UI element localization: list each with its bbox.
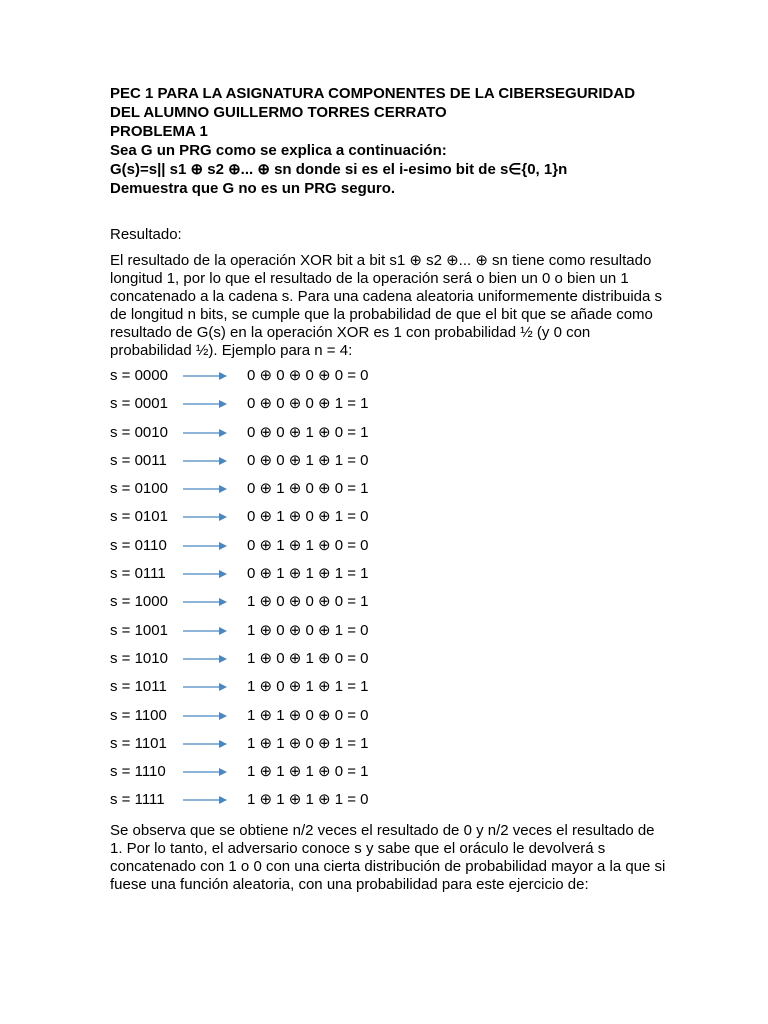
s-value: s = 1101 bbox=[110, 734, 167, 752]
xor-table bbox=[110, 367, 670, 820]
table-row bbox=[110, 650, 670, 678]
result-paragraph: El resultado de la operación XOR bit a bit s1 ⊕ s2 ⊕... ⊕ sn tiene como resultado longitud 1, por lo que el resultado de la operación será o bien un 0 o bien un 1 concatenado a la cadena s. Para una cadena aleatoria uniformemente distribuida s de longitud n bits, se cumple que la probabilidad de que el bit que se añade como resultado de G(s) en la operación XOR es 1 con probabilidad ½ (y 0 con probabilidad ½). Ejemplo para n = 4: bbox=[110, 252, 663, 359]
xor-expression: 1 ⊕ 0 ⊕ 1 ⊕ 1 = 1 bbox=[247, 678, 369, 696]
s-value: s = 0101 bbox=[110, 508, 168, 526]
table-row bbox=[110, 735, 670, 763]
s-value: s = 1111 bbox=[110, 791, 165, 809]
right-arrow-icon bbox=[182, 427, 228, 439]
table-row bbox=[110, 565, 670, 593]
s-value: s = 0010 bbox=[110, 423, 168, 441]
table-row bbox=[110, 593, 670, 621]
table-row bbox=[110, 480, 670, 508]
table-row bbox=[110, 537, 670, 565]
right-arrow-icon bbox=[182, 794, 228, 806]
s-value: s = 1011 bbox=[110, 678, 167, 696]
right-arrow-icon bbox=[182, 766, 228, 778]
s-value: s = 1110 bbox=[110, 763, 166, 781]
xor-expression: 0 ⊕ 1 ⊕ 0 ⊕ 1 = 0 bbox=[247, 508, 369, 526]
table-row bbox=[110, 395, 670, 423]
right-arrow-icon bbox=[182, 540, 228, 552]
result-conclusion: Se observa que se obtiene n/2 veces el resultado de 0 y n/2 veces el resultado de 1. Por lo tanto, el adversario conoce s y sabe que el oráculo le devolverá s concatenado con 1 o 0 con una cierta distribución de probabilidad mayor a la que si fuese una función aleatoria, con una probabilidad para este ejercicio de: bbox=[110, 821, 666, 893]
table-row bbox=[110, 367, 670, 395]
s-value: s = 0110 bbox=[110, 536, 167, 554]
xor-expression: 0 ⊕ 0 ⊕ 1 ⊕ 0 = 1 bbox=[247, 423, 369, 441]
right-arrow-icon bbox=[182, 681, 228, 693]
s-value: s = 0100 bbox=[110, 480, 168, 498]
s-value: s = 1010 bbox=[110, 649, 168, 667]
xor-expression: 0 ⊕ 0 ⊕ 0 ⊕ 1 = 1 bbox=[247, 395, 369, 413]
xor-expression: 1 ⊕ 1 ⊕ 1 ⊕ 0 = 1 bbox=[247, 763, 369, 781]
right-arrow-icon bbox=[182, 370, 228, 382]
s-value: s = 0111 bbox=[110, 565, 166, 583]
table-row bbox=[110, 452, 670, 480]
s-value: s = 0001 bbox=[110, 395, 168, 413]
header-line-1: PEC 1 PARA LA ASIGNATURA COMPONENTES DE LA CIBERSEGURIDAD bbox=[110, 85, 636, 102]
s-value: s = 1000 bbox=[110, 593, 168, 611]
problem-statement: Sea G un PRG como se explica a continuación: bbox=[110, 142, 447, 159]
right-arrow-icon bbox=[182, 596, 228, 608]
right-arrow-icon bbox=[182, 738, 228, 750]
problem-task: Demuestra que G no es un PRG seguro. bbox=[110, 180, 396, 197]
header-line-2: DEL ALUMNO GUILLERMO TORRES CERRATO bbox=[110, 104, 447, 121]
right-arrow-icon bbox=[182, 398, 228, 410]
problem-title: PROBLEMA 1 bbox=[110, 123, 208, 140]
right-arrow-icon bbox=[182, 625, 228, 637]
right-arrow-icon bbox=[182, 568, 228, 580]
table-row bbox=[110, 707, 670, 735]
xor-expression: 1 ⊕ 0 ⊕ 0 ⊕ 1 = 0 bbox=[247, 621, 369, 639]
right-arrow-icon bbox=[182, 653, 228, 665]
xor-expression: 0 ⊕ 1 ⊕ 0 ⊕ 0 = 1 bbox=[247, 480, 369, 498]
xor-expression: 0 ⊕ 0 ⊕ 0 ⊕ 0 = 0 bbox=[247, 367, 369, 384]
xor-expression: 1 ⊕ 1 ⊕ 1 ⊕ 1 = 0 bbox=[247, 791, 369, 809]
xor-expression: 1 ⊕ 1 ⊕ 0 ⊕ 1 = 1 bbox=[247, 734, 369, 752]
xor-expression: 0 ⊕ 0 ⊕ 1 ⊕ 1 = 0 bbox=[247, 451, 369, 469]
right-arrow-icon bbox=[182, 483, 228, 495]
result-label: Resultado: bbox=[110, 226, 182, 243]
table-row bbox=[110, 622, 670, 650]
right-arrow-icon bbox=[182, 455, 228, 467]
right-arrow-icon bbox=[182, 710, 228, 722]
s-value: s = 1001 bbox=[110, 621, 168, 639]
table-row bbox=[110, 763, 670, 791]
document-page bbox=[110, 84, 670, 894]
right-arrow-icon bbox=[182, 511, 228, 523]
s-value: s = 1100 bbox=[110, 706, 167, 724]
s-value: s = 0000 bbox=[110, 367, 168, 384]
xor-expression: 1 ⊕ 1 ⊕ 0 ⊕ 0 = 0 bbox=[247, 706, 369, 724]
table-row bbox=[110, 678, 670, 706]
xor-expression: 0 ⊕ 1 ⊕ 1 ⊕ 1 = 1 bbox=[247, 565, 369, 583]
xor-expression: 1 ⊕ 0 ⊕ 1 ⊕ 0 = 0 bbox=[247, 649, 369, 667]
s-value: s = 0011 bbox=[110, 451, 167, 469]
table-row bbox=[110, 508, 670, 536]
xor-expression: 1 ⊕ 0 ⊕ 0 ⊕ 0 = 1 bbox=[247, 593, 369, 611]
problem-formula: G(s)=s|| s1 ⊕ s2 ⊕... ⊕ sn donde si es el i-esimo bit de s∈{0, 1}n bbox=[110, 161, 568, 178]
table-row bbox=[110, 424, 670, 452]
xor-expression: 0 ⊕ 1 ⊕ 1 ⊕ 0 = 0 bbox=[247, 536, 369, 554]
table-row bbox=[110, 791, 670, 819]
